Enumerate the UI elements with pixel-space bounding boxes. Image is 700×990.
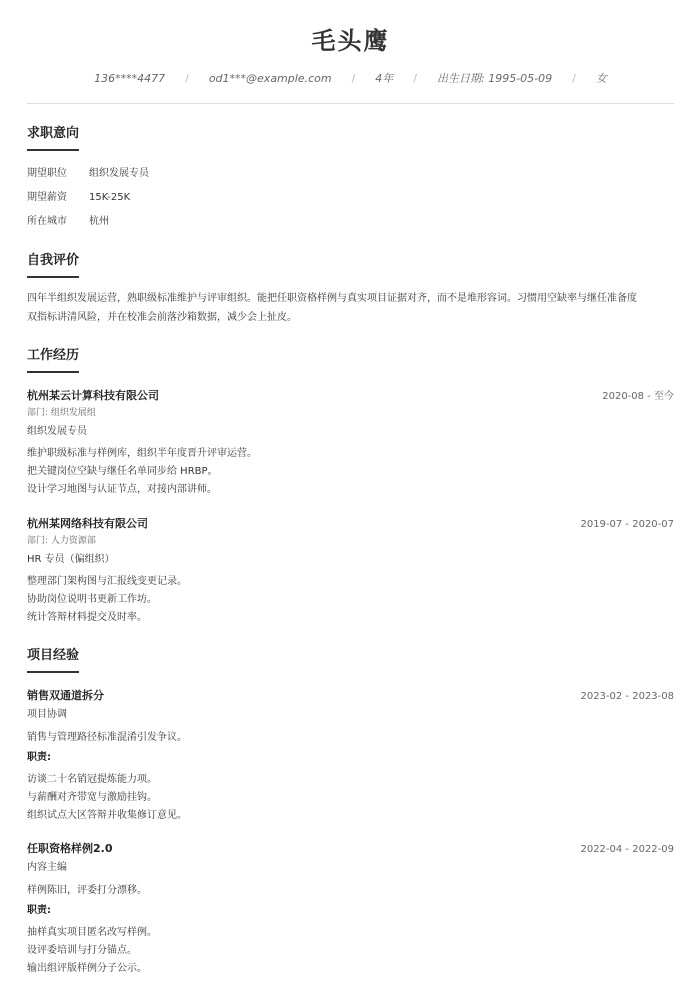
duty-line: 组织试点大区答辩并收集修订意见。 bbox=[27, 810, 187, 821]
project-experience-section bbox=[27, 627, 674, 978]
duty-line: 协助岗位说明书更新工作坊。 bbox=[27, 594, 157, 605]
resume-page bbox=[27, 0, 674, 978]
contact-bar bbox=[27, 71, 674, 85]
candidate-name: 毛头鹰 bbox=[311, 27, 390, 55]
duty-line: 把关键岗位空缺与继任名单同步给 HRBP。 bbox=[27, 466, 218, 477]
intent-value: 组织发展专员 bbox=[89, 168, 149, 179]
intent-label: 所在城市 bbox=[27, 216, 67, 227]
duty-line: 抽样真实项目匿名改写样例。 bbox=[27, 927, 157, 938]
self-evaluation-section bbox=[27, 229, 674, 327]
birth-date: 出生日期: 1995-05-09 bbox=[437, 72, 553, 85]
section-title-self-evaluation: 自我评价 bbox=[27, 251, 79, 278]
contact-separator: / bbox=[572, 71, 576, 85]
project-description: 销售与管理路径标准混淆引发争议。 bbox=[27, 732, 187, 743]
project-entry bbox=[27, 687, 674, 825]
work-period: 2019-07 - 2020-07 bbox=[580, 519, 674, 530]
project-description: 样例陈旧，评委打分漂移。 bbox=[27, 885, 147, 896]
duty-line: 设评委培训与打分锚点。 bbox=[27, 945, 137, 956]
company-name: 杭州某云计算科技有限公司 bbox=[27, 389, 159, 402]
self-evaluation-line: 四年半组织发展运营，熟职级标准维护与评审组织。能把任职资格样例与真实项目证据对齐，而不是堆形容词。习惯用空缺率与继任准备度 bbox=[27, 293, 637, 304]
intent-value: 杭州 bbox=[89, 216, 109, 227]
project-period: 2022-04 - 2022-09 bbox=[580, 844, 674, 855]
duty-line: 输出组评版样例分子公示。 bbox=[27, 963, 147, 974]
work-experience-years: 4年 bbox=[375, 72, 394, 85]
work-period: 2020-08 - 至今 bbox=[602, 391, 674, 402]
email-address: od1***@example.com bbox=[208, 71, 332, 85]
duty-line: 与薪酬对齐带宽与激励挂钩。 bbox=[27, 792, 157, 803]
work-duties bbox=[27, 445, 674, 499]
project-name: 销售双通道拆分 bbox=[27, 689, 104, 702]
department: 部门: 组织发展组 bbox=[27, 408, 96, 418]
contact-separator: / bbox=[185, 71, 189, 85]
contact-separator: / bbox=[413, 71, 418, 85]
department: 部门: 人力资源部 bbox=[27, 536, 96, 546]
project-role: 内容主编 bbox=[27, 862, 67, 873]
work-duties bbox=[27, 573, 674, 627]
duty-line: 访谈二十名销冠提炼能力项。 bbox=[27, 774, 157, 785]
intent-label: 期望职位 bbox=[27, 168, 67, 179]
work-entry bbox=[27, 515, 674, 627]
job-intent-section bbox=[27, 104, 674, 229]
project-role: 项目协调 bbox=[27, 709, 67, 720]
intent-label: 期望薪资 bbox=[27, 192, 67, 203]
project-entry bbox=[27, 840, 674, 978]
self-evaluation-line: 双指标讲清风险，并在校准会前落沙箱数据，减少会上扯皮。 bbox=[27, 312, 297, 323]
duty-line: 整理部门架构图与汇报线变更记录。 bbox=[27, 576, 187, 587]
intent-row bbox=[27, 167, 674, 181]
project-entry-header bbox=[27, 840, 674, 856]
job-title: 组织发展专员 bbox=[27, 426, 87, 437]
work-experience-section bbox=[27, 327, 674, 627]
project-name: 任职资格样例2.0 bbox=[27, 842, 113, 855]
duty-line: 维护职级标准与样例库，组织半年度晋升评审运营。 bbox=[27, 448, 257, 459]
phone-number: 136****4477 bbox=[94, 71, 166, 85]
intent-row bbox=[27, 191, 674, 205]
project-period: 2023-02 - 2023-08 bbox=[580, 691, 674, 702]
duty-label: 职责: bbox=[27, 752, 51, 763]
job-title: HR 专员（偏组织） bbox=[27, 554, 115, 565]
project-entry-header bbox=[27, 687, 674, 703]
work-entry bbox=[27, 387, 674, 499]
contact-separator: / bbox=[351, 71, 356, 85]
work-entry-header bbox=[27, 387, 674, 403]
work-entry-header bbox=[27, 515, 674, 531]
duty-line: 统计答辩材料提交及时率。 bbox=[27, 612, 147, 623]
self-evaluation-text bbox=[27, 289, 674, 327]
project-duties bbox=[27, 771, 674, 825]
section-title-projects: 项目经验 bbox=[27, 646, 79, 673]
section-title-job-intent: 求职意向 bbox=[27, 124, 79, 151]
job-intent-list bbox=[27, 167, 674, 229]
duty-line: 设计学习地图与认证节点，对接内部讲师。 bbox=[27, 484, 217, 495]
section-title-work-experience: 工作经历 bbox=[27, 346, 79, 373]
intent-row bbox=[27, 215, 674, 229]
intent-value: 15K-25K bbox=[89, 192, 131, 203]
company-name: 杭州某网络科技有限公司 bbox=[27, 517, 148, 530]
project-duties bbox=[27, 924, 674, 978]
duty-label: 职责: bbox=[27, 905, 51, 916]
gender: 女 bbox=[595, 72, 607, 85]
